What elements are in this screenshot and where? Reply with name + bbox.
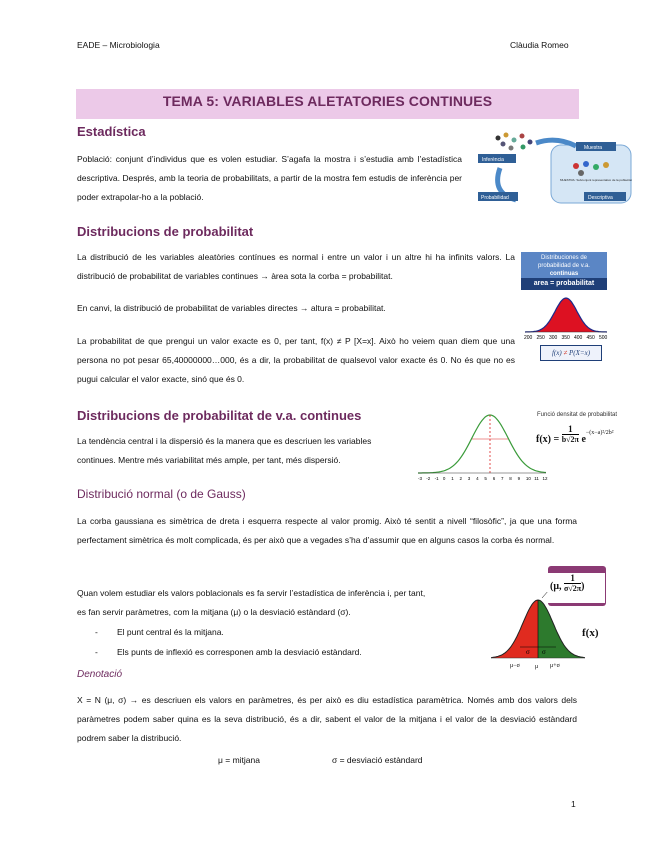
para-poblacio: Població: conjunt d’individus que es volen estudiar. S’agafa la mostra i s’estudia amb l’estadística descriptiva. Després, amb la teoria de probabilitats, a partir de la mostra fem estudis de inferència per poder extrapolar-ho a la població. — [77, 154, 462, 202]
para-denotacio: X = N (μ, σ) → es descriuen els valors en paràmetres, és per això es diu estadística paramètrica. Només amb dos valors dels paràmetres podem saber quina es la seva distribució, és a dir, sabent el valor de la mitjana i el valor de la desviació estàndard podrem saber la distribució. — [77, 695, 577, 743]
axis-tick-label: 4 — [476, 476, 479, 481]
formula-px: P(X=x) — [569, 349, 591, 357]
axis-tick-label: 2 — [459, 476, 463, 481]
para-tendencia-central: La tendència central i la dispersió és la manera que es descriuen les variables continues. Mentre més variabilitat més ample, per tant, més dispersió. — [77, 436, 372, 465]
axis-tick-label: 12 — [542, 476, 548, 481]
formula-exp: −(x−a)²/2b² — [585, 429, 614, 436]
list-item: - Els punts de inflexió es corresponen amb la desviació estàndard. — [95, 647, 362, 657]
normal-sigma-figure — [488, 592, 588, 672]
axis-tick-label: -2 — [426, 476, 431, 481]
para-parametres-b: es fan servir paràmetres, com la mitjana (μ) o la desviació estàndard (σ). — [77, 607, 351, 617]
bullet-text: El punt central és la mitjana. — [117, 627, 224, 637]
axis-tick-label: 400 — [574, 335, 583, 340]
box-open: (μ, — [550, 581, 562, 593]
header-left: EADE – Microbiologia — [77, 40, 160, 50]
sigma-left: σ — [526, 648, 530, 656]
bullet-list — [77, 622, 497, 662]
axis-tick-label: 9 — [517, 476, 521, 481]
para-distribucio-continues: La distribució de les variables aleatòries contínues es normal i entre un valor i un altre hi ha infinits valors. La distribució de probabilitat de variables continues → àrea sota la corba = probabilitat. — [77, 252, 515, 281]
axis-tick-label: 5 — [484, 476, 487, 481]
bell-curve-area — [521, 292, 611, 340]
axis-tick-label: 10 — [525, 476, 531, 481]
header-right: Clàudia Romeo — [510, 40, 569, 50]
heading-denotacio: Denotació — [77, 669, 123, 680]
axis-tick-label: 1 — [451, 476, 454, 481]
formula-num: 1 — [562, 424, 579, 435]
density-curve — [412, 405, 552, 485]
axis-mu-plus-sigma: μ+σ — [550, 663, 560, 669]
axis-tick-label: 500 — [599, 335, 608, 340]
axis-tick-label: 450 — [586, 335, 595, 340]
density-title: Funció densitat de probabilitat — [537, 412, 618, 418]
box-num: 1 — [564, 573, 581, 584]
box-den: σ√2π — [564, 584, 582, 593]
bullet-text: Els punts de inflexió es corresponen amb la desviació estàndard. — [117, 647, 362, 657]
box-line1: Distribuciones de — [540, 255, 588, 261]
box-line4: area = probabilitat — [521, 278, 607, 290]
axis-tick-label: 350 — [561, 335, 570, 340]
list-item: - El punt central és la mitjana. — [95, 627, 224, 637]
box-line3: continuas — [549, 271, 579, 277]
formula-fx: f(x) — [551, 349, 562, 357]
population-sample-diagram — [476, 128, 636, 210]
axis-mu: μ — [535, 664, 539, 670]
axis-tick-label: 6 — [492, 476, 496, 481]
label-descriptiva: Descriptiva — [588, 195, 613, 201]
heading-distribucions: Distribucions de probabilitat — [77, 224, 254, 239]
axis-tick-label: 250 — [536, 335, 545, 340]
def-sigma: σ = desviació estàndard — [332, 755, 423, 765]
para-variables-directes: En canvi, la distribució de probabilitat de variables directes → altura = probabilitat. — [77, 303, 386, 313]
heading-estadistica: Estadística — [77, 124, 146, 139]
label-probabilidad: Probabilidad — [481, 195, 509, 201]
para-parametres-a: Quan volem estudiar els valors poblacionals es fa servir l’estadística de inferència i, per tant, — [77, 588, 426, 598]
label-inferencia: Inferència — [482, 157, 504, 163]
axis-tick-label: 3 — [467, 476, 471, 481]
label-muestra-small: MUESTRA: Subconjunt representativo de la población — [560, 178, 633, 182]
heading-normal: Distribució normal (o de Gauss) — [77, 487, 246, 501]
axis-tick-label: -3 — [418, 476, 423, 481]
prob-area-figure — [521, 252, 607, 290]
para-gaussiana: La corba gaussiana es simètrica de dreta i esquerra respecte al valor promig. Això té sentit a nivell “filosòfic”, ja que una forma perfectament simètrica és molt complicada, és per això que a vegades s’ha d’assumir que en alguns casos la corba és normal. — [77, 516, 577, 545]
axis-tick-label: 8 — [509, 476, 512, 481]
axis-tick-label: 300 — [549, 335, 558, 340]
formula-neq: ≠ — [563, 349, 568, 357]
axis-tick-label: 11 — [534, 476, 539, 481]
heading-distribucions-va: Distribucions de probabilitat de v.a. continues — [77, 408, 362, 423]
sigma-right: σ — [542, 648, 546, 656]
fx-label: f(x) — [582, 627, 599, 639]
formula-den: b√2π — [561, 435, 579, 444]
box-line2: probabilidad de v.a. — [538, 263, 590, 269]
def-mu: μ = mitjana — [218, 755, 260, 765]
formula-lhs: f(x) = — [536, 434, 560, 446]
axis-tick-label: 0 — [442, 476, 446, 481]
page-number: 1 — [571, 799, 576, 809]
axis-mu-minus-sigma: μ−σ — [510, 663, 520, 669]
axis-tick-label: -1 — [434, 476, 439, 481]
population-icons — [496, 133, 533, 151]
page-title: TEMA 5: VARIABLES ALETATORIES CONTINUES — [162, 93, 493, 109]
label-muestra: Muestra — [584, 145, 603, 151]
para-valor-exacte: La probabilitat de que prengui un valor exacte es 0, per tant, f(x) ≠ P [X=x]. Això ho veiem quan diem que una persona no pot pesar 65,40000000…000, és a dir, la probabilitat de qualsevol valor exacte és 0. No és que no es pugui calcular el valor exacte, sinó que és 0. — [77, 336, 515, 384]
density-formula — [536, 424, 614, 444]
prob-area-box — [521, 252, 607, 278]
box-close: ) — [581, 581, 585, 593]
formula-exp-e: e — [581, 434, 586, 446]
formula-neq-box — [540, 345, 602, 361]
axis-tick-label: 7 — [501, 476, 504, 481]
axis-tick-label: 200 — [524, 335, 533, 340]
